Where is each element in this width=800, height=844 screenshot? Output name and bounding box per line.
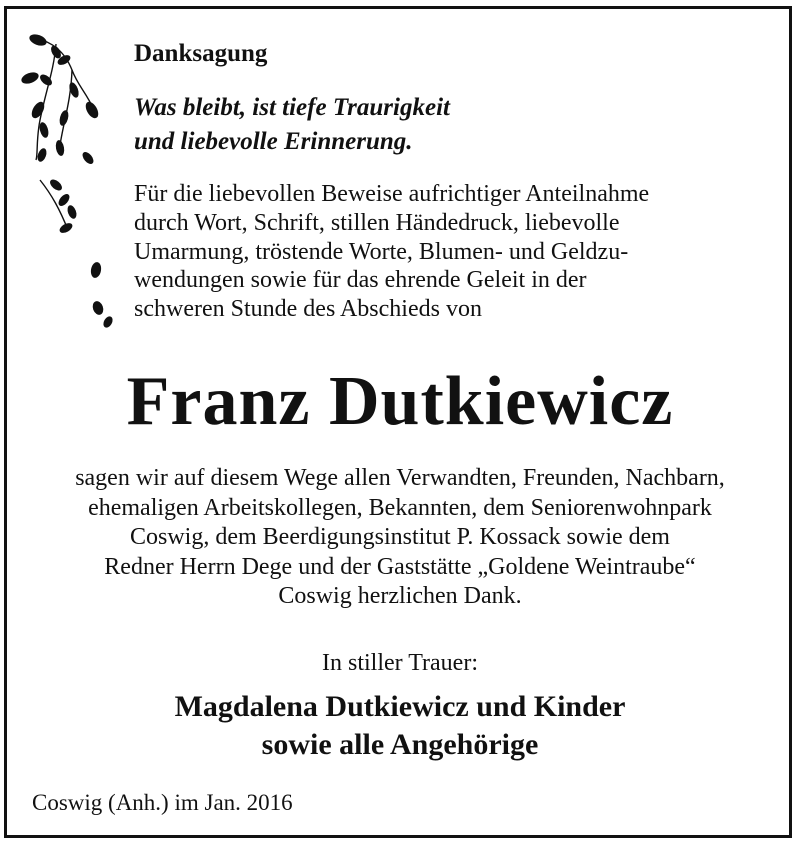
deceased-name: Franz Dutkiewicz — [126, 363, 674, 440]
signatories — [0, 688, 800, 764]
motto-line: Was bleibt, ist tiefe Traurigkeit — [134, 94, 450, 121]
intro-paragraph — [134, 180, 774, 324]
thanks-line: Redner Herrn Dege und der Gaststätte „Goldene Weintraube“ — [104, 553, 696, 580]
thanks-line: ehemaligen Arbeitskollegen, Bekannten, dem Seniorenwohnpark — [88, 494, 712, 521]
thanks-line: sagen wir auf diesem Wege allen Verwandten, Freunden, Nachbarn, — [75, 465, 725, 491]
motto — [134, 91, 450, 159]
signatory-line: Magdalena Dutkiewicz und Kinder — [174, 690, 626, 723]
intro-line: wendungen sowie für das ehrende Geleit in der — [134, 267, 587, 294]
intro-line: Für die liebevollen Beweise aufrichtiger Anteilnahme — [134, 181, 650, 207]
intro-line: schweren Stunde des Abschieds von — [134, 296, 482, 323]
mourning-line: In stiller Trauer: — [322, 650, 478, 676]
thanks-line: Coswig herzlichen Dank. — [278, 583, 522, 610]
thanks-line: Coswig, dem Beerdigungsinstitut P. Kossack sowie dem — [130, 524, 670, 551]
leaf-branch-icon — [16, 30, 126, 340]
thanks-paragraph — [0, 464, 800, 612]
signatory-line: sowie alle Angehörige — [261, 728, 539, 761]
notice-title: Danksagung — [134, 40, 268, 67]
intro-line: durch Wort, Schrift, stillen Händedruck, liebevolle — [134, 209, 620, 236]
motto-line: und liebevolle Erinnerung. — [134, 128, 413, 155]
place-date: Coswig (Anh.) im Jan. 2016 — [32, 790, 293, 815]
intro-line: Umarmung, tröstende Worte, Blumen- und Geldzu- — [134, 238, 629, 265]
